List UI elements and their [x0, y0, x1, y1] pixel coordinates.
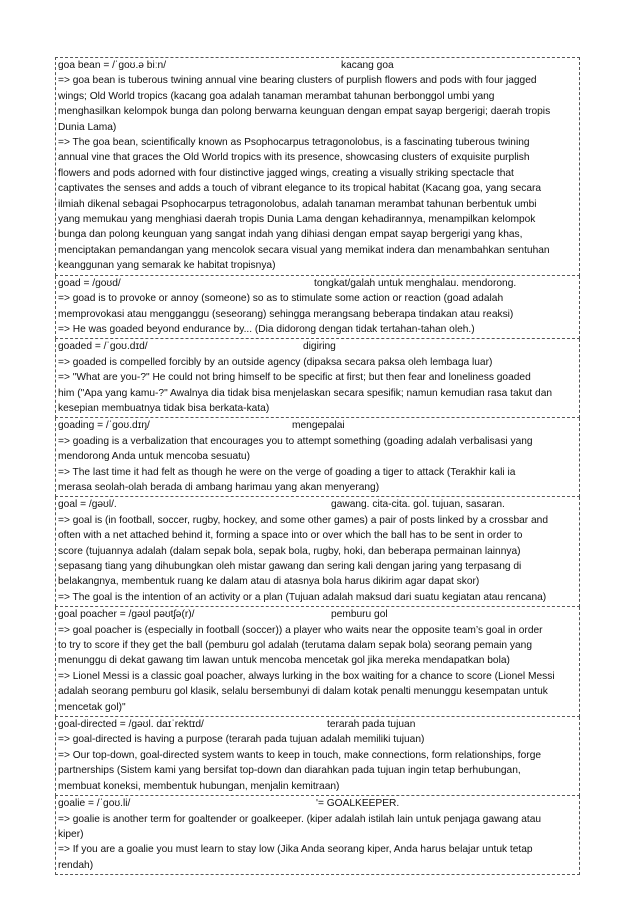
entry-line: => goal poacher is (especially in football (soccer)) a player who waits near the opposite team’s goal in order: [58, 624, 543, 636]
entry-headword: goaded = /ˈɡoʊ.dɪd/: [58, 341, 148, 353]
entry-translation: gawang. cita-cita. gol. tujuan, sasaran.: [331, 499, 505, 511]
dictionary-entry: [55, 796, 580, 875]
entry-line: => If you are a goalie you must learn to stay low (Jika Anda seorang kiper, Anda harus belajar untuk tetap: [58, 844, 533, 856]
dictionary-entry: [55, 607, 580, 717]
entry-line: menunggu di dekat gawang tim lawan untuk mencoba mencetak gol jika mereka mendapatkan bola): [58, 655, 510, 667]
entry-line: => goal-directed is having a purpose (terarah pada tujuan adalah memiliki tujuan): [58, 734, 425, 746]
entry-line: sepasang tiang yang dihubungkan oleh mistar gawang dan sering kali dengan jaring yang terpasang di: [58, 561, 522, 572]
entry-line: mencetak gol)": [58, 701, 126, 713]
entry-heading: [58, 497, 578, 512]
entry-line: menciptakan pemandangan yang mencolok secara visual yang memikat indera dan menambahkan sentuhan: [58, 244, 550, 256]
entry-heading: [58, 607, 578, 622]
entry-line: annual vine that graces the Old World tropics with its presence, showcasing clusters of exquisite purplish: [58, 152, 530, 164]
entry-line: => He was goaded beyond endurance by... (Dia didorong dengan tidak tertahan-tahan oleh.): [58, 323, 475, 335]
entry-line: belakangnya, membentuk ruang ke dalam atau di atasnya bola harus dikirim agar dapat skor): [58, 576, 480, 588]
entry-translation: tongkat/galah untuk menghalau. mendorong.: [314, 277, 517, 289]
entry-line: keanggunan yang semarak ke habitat tropisnya): [58, 260, 276, 272]
entry-line: often with a net attached behind it, forming a space into or over which the ball has to be sent in order to: [58, 530, 523, 542]
entry-line: merasa seolah-olah berada di ambang harimau yang akan menyerang): [58, 481, 380, 493]
dictionary-entry: [55, 497, 580, 607]
entry-line: => goa bean is tuberous twining annual vine bearing clusters of purplish flowers and pods with four jagged: [58, 75, 537, 87]
entry-translation: digiring: [303, 341, 336, 353]
entry-line: yang memukau yang menghiasi daerah tropis Dunia Lama dengan kehadirannya, menampilkan kelompok: [58, 214, 536, 226]
entry-line: Dunia Lama): [58, 121, 117, 133]
entry-line: => Our top-down, goal-directed system wants to keep in touch, make connections, form relationships, forge: [58, 749, 542, 761]
entry-line: flowers and pods adorned with four distinctive jagged wings, creating a visually striking spectacle that: [58, 167, 514, 179]
entry-line: => goading is a verbalization that encourages you to attempt something (goading adalah verbalisasi yang: [58, 435, 533, 447]
entry-heading: [58, 276, 578, 291]
dictionary-entry: [55, 276, 580, 340]
dictionary-document: [55, 57, 580, 875]
entry-line: wings; Old World tropics (kacang goa adalah tanaman merambat tahunan berbonggol umbi yang: [58, 90, 495, 102]
entry-heading: [58, 796, 578, 811]
entry-translation: kacang goa: [341, 60, 394, 71]
entry-line: => Lionel Messi is a classic goal poacher, always lurking in the box waiting for a chance to score (Lionel Messi: [58, 670, 555, 682]
entry-translation: '= GOALKEEPER.: [316, 798, 400, 810]
entry-headword: goal poacher = /ɡəʊl pəʊtʃə(r)/: [58, 609, 195, 621]
entry-line: => goad is to provoke or annoy (someone) so as to stimulate some action or reaction (goad adalah: [58, 293, 504, 305]
entry-line: => goal is (in football, soccer, rugby, hockey, and some other games) a pair of posts linked by a crossbar and: [58, 514, 549, 526]
entry-line: menghasilkan kelompok bunga dan polong berwarna keunguan dengan empat sayap bergerigi; daerah tropis: [58, 106, 551, 118]
entry-headword: goad = /ɡoʊd/: [58, 277, 121, 289]
entry-line: => The goa bean, scientifically known as Psophocarpus tetragonolobus, is a fascinating tuberous twining: [58, 137, 530, 149]
entry-line: kesepian membuatnya tidak bisa berkata-kata): [58, 402, 270, 414]
entry-translation: terarah pada tujuan: [327, 719, 416, 731]
entry-translation: pemburu gol: [331, 609, 388, 621]
entry-line: rendah): [58, 859, 94, 871]
entry-line: adalah seorang pemburu gol klasik, selalu bersembunyi di dalam kotak penalti menunggu kesempatan untuk: [58, 686, 548, 698]
entry-line: => goalie is another term for goaltender or goalkeeper. (kiper adalah istilah lain untuk penjaga gawang atau: [58, 813, 542, 825]
entry-heading: [58, 58, 578, 73]
entry-headword: goal = /ɡəʊl/.: [58, 499, 117, 511]
entry-line: => "What are you-?" He could not bring himself to be specific at first; but then fear and loneliness goaded: [58, 372, 531, 384]
entry-line: partnerships (Sistem kami yang bersifat top-down dan diarahkan pada tujuan ingin tetap berhubungan,: [58, 765, 521, 777]
dictionary-entry: [55, 339, 580, 418]
entry-line: bunga dan polong keunguan yang sangat indah yang dihiasi dengan empat sayap bergerigi yang khas,: [58, 229, 523, 241]
entry-heading: [58, 717, 578, 732]
entry-line: captivates the senses and adds a touch of vibrant elegance to its tropical habitat (Kacang goa, yang secara: [58, 183, 542, 195]
entry-translation: mengepalai: [292, 420, 345, 432]
dictionary-entry: [55, 717, 580, 796]
dictionary-entry: [55, 418, 580, 497]
entry-headword: goa bean = /ˈɡoʊ.ə biːn/: [58, 60, 167, 71]
entry-headword: goading = /ˈɡoʊ.dɪŋ/: [58, 420, 150, 432]
entry-headword: goalie = /ˈɡoʊ.li/: [58, 798, 131, 810]
entry-line: kiper): [58, 828, 84, 840]
entry-line: membuat koneksi, membentuk hubungan, menjalin kemitraan): [58, 780, 340, 792]
entry-line: to try to score if they get the ball (pemburu gol adalah (terutama dalam sepak bola) seorang pemain yang: [58, 640, 532, 652]
entry-heading: [58, 418, 578, 433]
entry-line: memprovokasi atau mengganggu (seseorang) sehingga merangsang beberapa tindakan atau reaksi): [58, 308, 514, 320]
entry-heading: [58, 339, 578, 354]
entry-headword: goal-directed = /ɡəʊl. daɪˈrektɪd/: [58, 719, 204, 731]
dictionary-entry: [55, 57, 580, 276]
entry-line: mendorong Anda untuk mencoba sesuatu): [58, 451, 250, 463]
entry-line: => The goal is the intention of an activity or a plan (Tujuan adalah maksud dari suatu kegiatan atau rencana): [58, 591, 547, 603]
entry-line: ilmiah dikenal sebagai Psophocarpus tetragonolobus, adalah tanaman merambat tahunan berbentuk umbi: [58, 198, 537, 210]
entry-line: score (tujuannya adalah (dalam sepak bola, sepak bola, rugby, hoki, dan beberapa permainan lainnya): [58, 545, 521, 557]
entry-line: => goaded is compelled forcibly by an outside agency (dipaksa secara paksa oleh lembaga luar): [58, 356, 493, 368]
entry-line: him ("Apa yang kamu-?" Awalnya dia tidak bisa menjelaskan secara spesifik; namun kemudian rasa takut dan: [58, 387, 553, 399]
entry-line: => The last time it had felt as though he were on the verge of goading a tiger to attack (Terakhir kali ia: [58, 466, 516, 478]
